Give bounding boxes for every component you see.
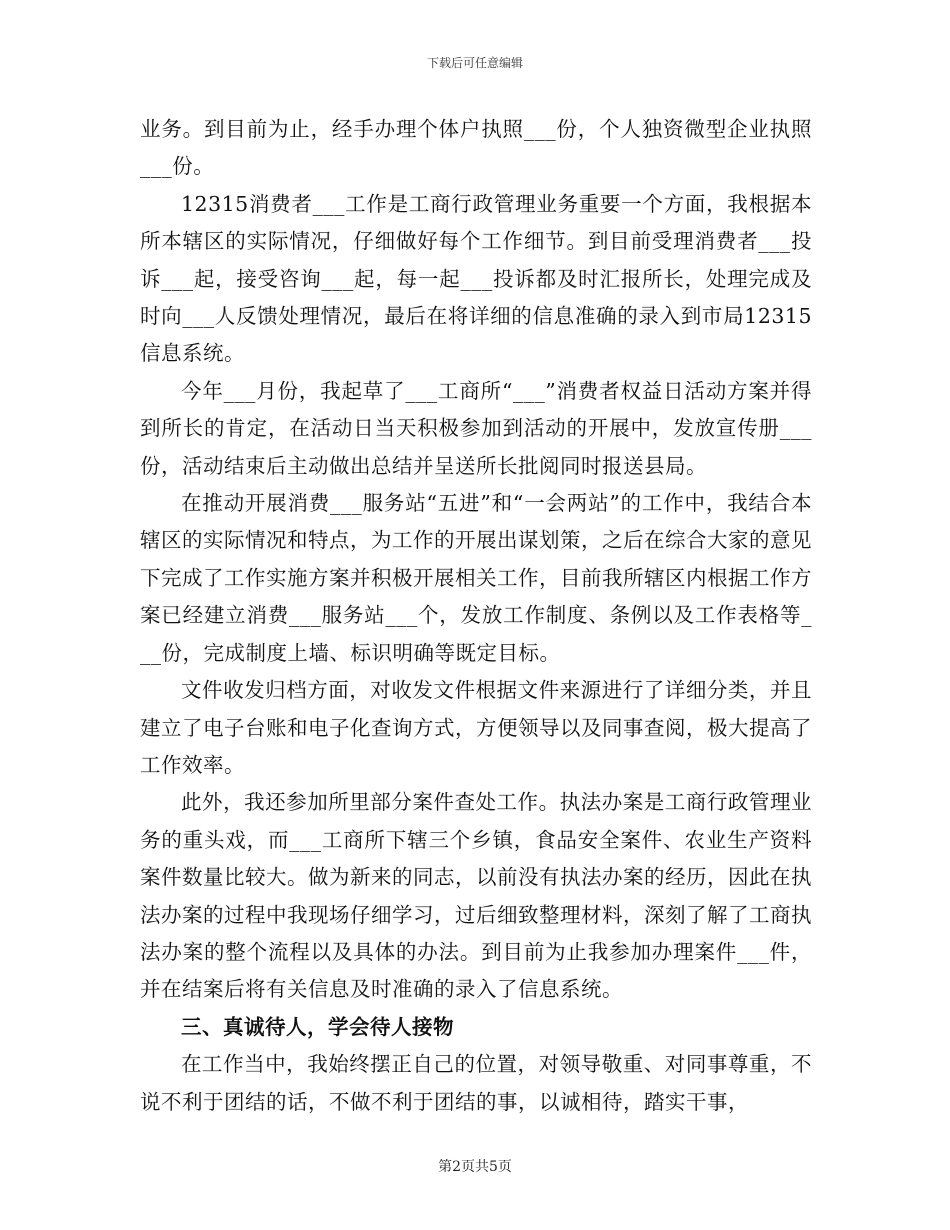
section-heading: 三、真诚待人，学会待人接物 bbox=[181, 1014, 454, 1039]
paragraph-continuation: 业务。到目前为止，经手办理个体户执照___份，个人独资微型企业执照___份。 bbox=[140, 117, 812, 179]
page-number: 第2页共5页 bbox=[438, 1159, 512, 1175]
paragraph-file-archiving: 文件收发归档方面，对收发文件根据文件来源进行了详细分类，并且建立了电子台账和电子化查询方式，方便领导以及同事查阅，极大提高了工作效率。 bbox=[140, 678, 812, 777]
paragraph-law-enforcement: 此外，我还参加所里部分案件查处工作。执法办案是工商行政管理业务的重头戏，而___工商所下辖三个乡镇，食品安全案件、农业生产资料案件数量比较大。做为新来的同志，以前没有执法办案的经历，因此在执法办案的过程中我现场仔细学习，过后细致整理材料，深刻了解了工商执法办案的整个流程以及具体的办法。到目前为止我参加办理案件___件，并在结案后将有关信息及时准确的录入了信息系统。 bbox=[140, 790, 812, 1002]
paragraph-consumer-rights-day: 今年___月份，我起草了___工商所“___”消费者权益日活动方案并得到所长的肯定，在活动日当天积极参加到活动的开展中，发放宣传册___份，活动结束后主动做出总结并呈送所长批阅同时报送县局。 bbox=[140, 378, 812, 478]
paragraph-12315-consumer: 12315消费者___工作是工商行政管理业务重要一个方面，我根据本所本辖区的实际情况，仔细做好每个工作细节。到目前受理消费者___投诉___起，接受咨询___起，每一起___投诉都及时汇报所长，处理完成及时向___人反馈处理情况，最后在将详细的信息准确的录入到市局12315信息系统。 bbox=[140, 191, 812, 366]
paragraph-service-station: 在推动开展消费___服务站“五进”和“一会两站”的工作中，我结合本辖区的实际情况和特点，为工作的开展出谋划策，之后在综合大家的意见下完成了工作实施方案并积极开展相关工作，目前我所辖区内根据工作方案已经建立消费___服务站___个，发放工作制度、条例以及工作表格等___份，完成制度上墙、标识明确等既定目标。 bbox=[140, 491, 812, 665]
page-header: 下载后可任意编辑 bbox=[426, 56, 523, 70]
paragraph-closing: 在工作当中，我始终摆正自己的位置，对领导敬重、对同事尊重，不说不利于团结的话，不做不利于团结的事，以诚相待，踏实干事， bbox=[140, 1052, 812, 1114]
document-body bbox=[140, 111, 812, 1121]
